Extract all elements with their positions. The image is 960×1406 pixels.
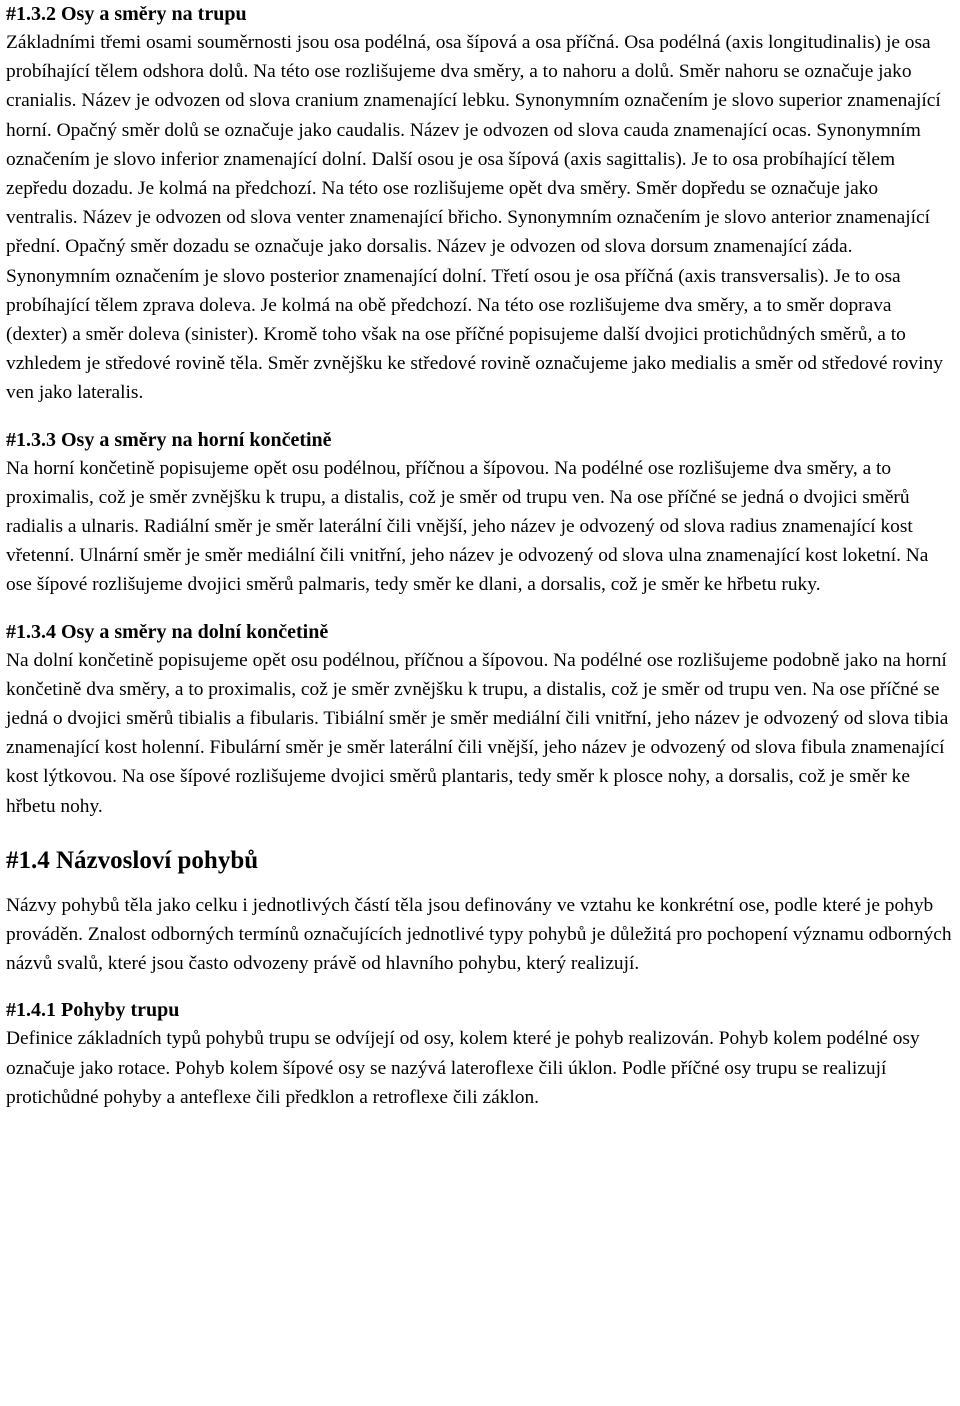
section-1-3-4 [6, 618, 954, 821]
section-1-3-3 [6, 426, 954, 600]
section-heading: #1.4.1 Pohyby trupu [6, 999, 180, 1022]
section-1-4 [6, 845, 954, 979]
section-1-4-1 [6, 996, 954, 1112]
section-paragraph: Názvy pohybů těla jako celku i jednotlivých částí těla jsou definovány ve vztahu ke konkrétní ose, podle které je pohyb prováděn. Znalost odborných termínů označujících jednotlivé typy pohybů je důležitá pro pochopení významu odborných názvů svalů, které jsou často odvozeny právě od hlavního pohybu, který realizují. [6, 894, 952, 975]
section-heading: #1.3.2 Osy a směry na trupu [6, 3, 247, 25]
section-heading: #1.3.3 Osy a směry na horní končetině [6, 428, 332, 451]
section-1-3-2 [6, 0, 954, 408]
section-heading: #1.3.4 Osy a směry na dolní končetině [6, 620, 329, 643]
section-paragraph: Základními třemi osami souměrnosti jsou osa podélná, osa šípová a osa příčná. Osa podélná (axis longitudinalis) je osa probíhající tělem odshora dolů. Na této ose rozlišujeme dva směry, a to nahoru a dolů. Směr nahoru se označuje jako cranialis. Název je odvozen od slova cranium znamenající lebku. Synonymním označením je slovo superior znamenající horní. Opačný směr dolů se označuje jako caudalis. Název je odvozen od slova cauda znamenající ocas. Synonymním označením je slovo inferior znamenající dolní. Další osou je osa šípová (axis sagittalis). Je to osa probíhající tělem zepředu dozadu. Je kolmá na předchozí. Na této ose rozlišujeme opět dva směry. Směr dopředu se označuje jako ventralis. Název je odvozen od slova venter znamenající břicho. Synonymním označením je slovo anterior znamenající přední. Opačný směr dozadu se označuje jako dorsalis. Název je odvozen od slova dorsum znamenající záda. Synonymním označením je slovo posterior znamenající dolní. Třetí osou je osa příčná (axis transversalis). Je to osa probíhající tělem zprava doleva. Je kolmá na obě předchozí. Na této ose rozlišujeme dva směry, a to směr doprava (dexter) a směr doleva (sinister). Kromě toho však na ose příčné popisujeme další dvojici protichůdných směrů, a to vzhledem je středové rovině těla. Směr zvnějšku ke středové rovině označujeme jako medialis a směr od středové roviny ven jako lateralis. [6, 32, 943, 404]
section-paragraph: Na dolní končetině popisujeme opět osu podélnou, příčnou a šípovou. Na podélné ose rozlišujeme podobně jako na horní končetině dva směry, a to proximalis, což je směr zvnějšku k trupu, a distalis, což je směr od trupu ven. Na ose příčné se jedná o dvojici směrů tibialis a fibularis. Tibiální směr je směr mediální čili vnitřní, jeho název je odvozený od slova tibia znamenající kost holenní. Fibulární směr je směr laterální čili vnější, jeho název je odvozený od slova fibula znamenající kost lýtkovou. Na ose šípové rozlišujeme dvojici směrů plantaris, tedy směr k plosce nohy, a dorsalis, což je směr ke hřbetu nohy. [6, 649, 949, 817]
section-paragraph: Definice základních typů pohybů trupu se odvíjejí od osy, kolem které je pohyb realizován. Pohyb kolem podélné osy označuje jako rotace. Pohyb kolem šípové osy se nazývá lateroflexe čili úklon. Podle příčné osy trupu se realizují protichůdné pohyby a anteflexe čili předklon a retroflexe čili záklon. [6, 1028, 920, 1108]
section-paragraph: Na horní končetině popisujeme opět osu podélnou, příčnou a šípovou. Na podélné ose rozlišujeme dva směry, a to proximalis, což je směr zvnějšku k trupu, a distalis, což je směr od trupu ven. Na ose příčné se jedná o dvojici směrů radialis a ulnaris. Radiální směr je směr laterální čili vnější, jeho název je odvozený od slova radius znamenající kost vřetenní. Ulnární směr je směr mediální čili vnitřní, jeho název je odvozený od slova ulna znamenající kost loketní. Na ose šípové rozlišujeme dvojici směrů palmaris, tedy směr ke dlani, a dorsalis, což je směr ke hřbetu ruky. [6, 457, 929, 596]
chapter-heading: #1.4 Názvosloví pohybů [6, 846, 259, 874]
